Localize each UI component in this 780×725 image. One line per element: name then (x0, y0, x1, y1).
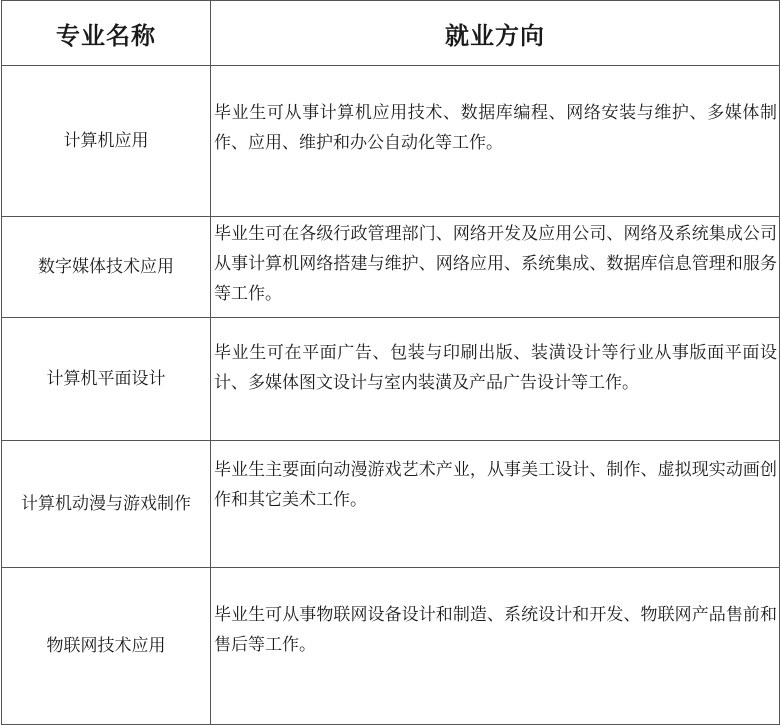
table-row (2, 568, 780, 725)
major-name-cell: 数字媒体技术应用 (2, 217, 211, 318)
table-row (2, 217, 780, 318)
table-row (2, 66, 780, 217)
table-row (2, 441, 780, 568)
header-major-name: 专业名称 (2, 1, 211, 66)
majors-table (1, 0, 780, 725)
career-direction-cell: 毕业生可在平面广告、包装与印刷出版、装潢设计等行业从事版面平面设计、多媒体图文设计与室内装潢及产品广告设计等工作。 (211, 318, 780, 441)
major-name-cell: 计算机平面设计 (2, 318, 211, 441)
career-direction-cell: 毕业生可从事物联网设备设计和制造、系统设计和开发、物联网产品售前和售后等工作。 (211, 568, 780, 725)
major-name-cell: 物联网技术应用 (2, 568, 211, 725)
header-career-direction: 就业方向 (211, 1, 780, 66)
table-row (2, 318, 780, 441)
major-name-cell: 计算机动漫与游戏制作 (2, 441, 211, 568)
career-direction-cell: 毕业生可从事计算机应用技术、数据库编程、网络安装与维护、多媒体制作、应用、维护和办公自动化等工作。 (211, 66, 780, 217)
career-direction-cell: 毕业生主要面向动漫游戏艺术产业，从事美工设计、制作、虚拟现实动画创作和其它美术工作。 (211, 441, 780, 568)
career-direction-cell: 毕业生可在各级行政管理部门、网络开发及应用公司、网络及系统集成公司从事计算机网络搭建与维护、网络应用、系统集成、数据库信息管理和服务等工作。 (211, 217, 780, 318)
major-name-cell: 计算机应用 (2, 66, 211, 217)
header-row (2, 1, 780, 66)
